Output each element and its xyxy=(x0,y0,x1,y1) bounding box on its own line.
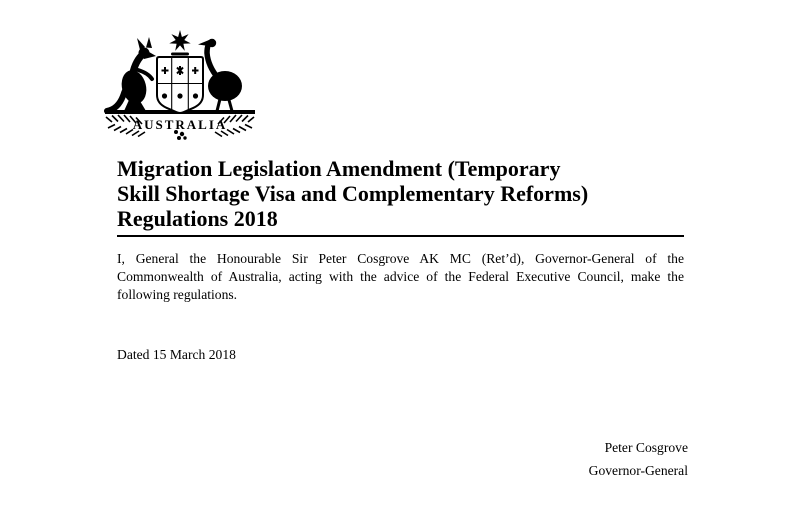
coat-of-arms-graphic xyxy=(97,26,263,140)
document-title xyxy=(117,156,684,237)
commonwealth-star-icon xyxy=(169,30,190,51)
australian-coat-of-arms xyxy=(97,26,263,140)
emu-icon xyxy=(198,39,242,111)
shield-icon xyxy=(157,57,203,113)
signature-block xyxy=(400,436,688,482)
signatory-role: Governor-General xyxy=(588,463,688,478)
coat-of-arms-banner-text: AUSTRALIA xyxy=(132,117,228,132)
title-line-3: Regulations 2018 xyxy=(117,206,278,231)
signatory-name: Peter Cosgrove xyxy=(604,440,688,455)
preamble-text: I, General the Honourable Sir Peter Cosgrove AK MC (Ret’d), Governor-General of the Commonwealth of Australia, acting with the advice of the Federal Executive Council, make the following regulations. xyxy=(117,251,684,302)
dated-line: Dated 15 March 2018 xyxy=(117,347,236,362)
title-line-2: Skill Shortage Visa and Complementary Reforms) xyxy=(117,181,589,206)
title-line-1: Migration Legislation Amendment (Temporary xyxy=(117,156,561,181)
crest-wreath xyxy=(171,53,189,56)
